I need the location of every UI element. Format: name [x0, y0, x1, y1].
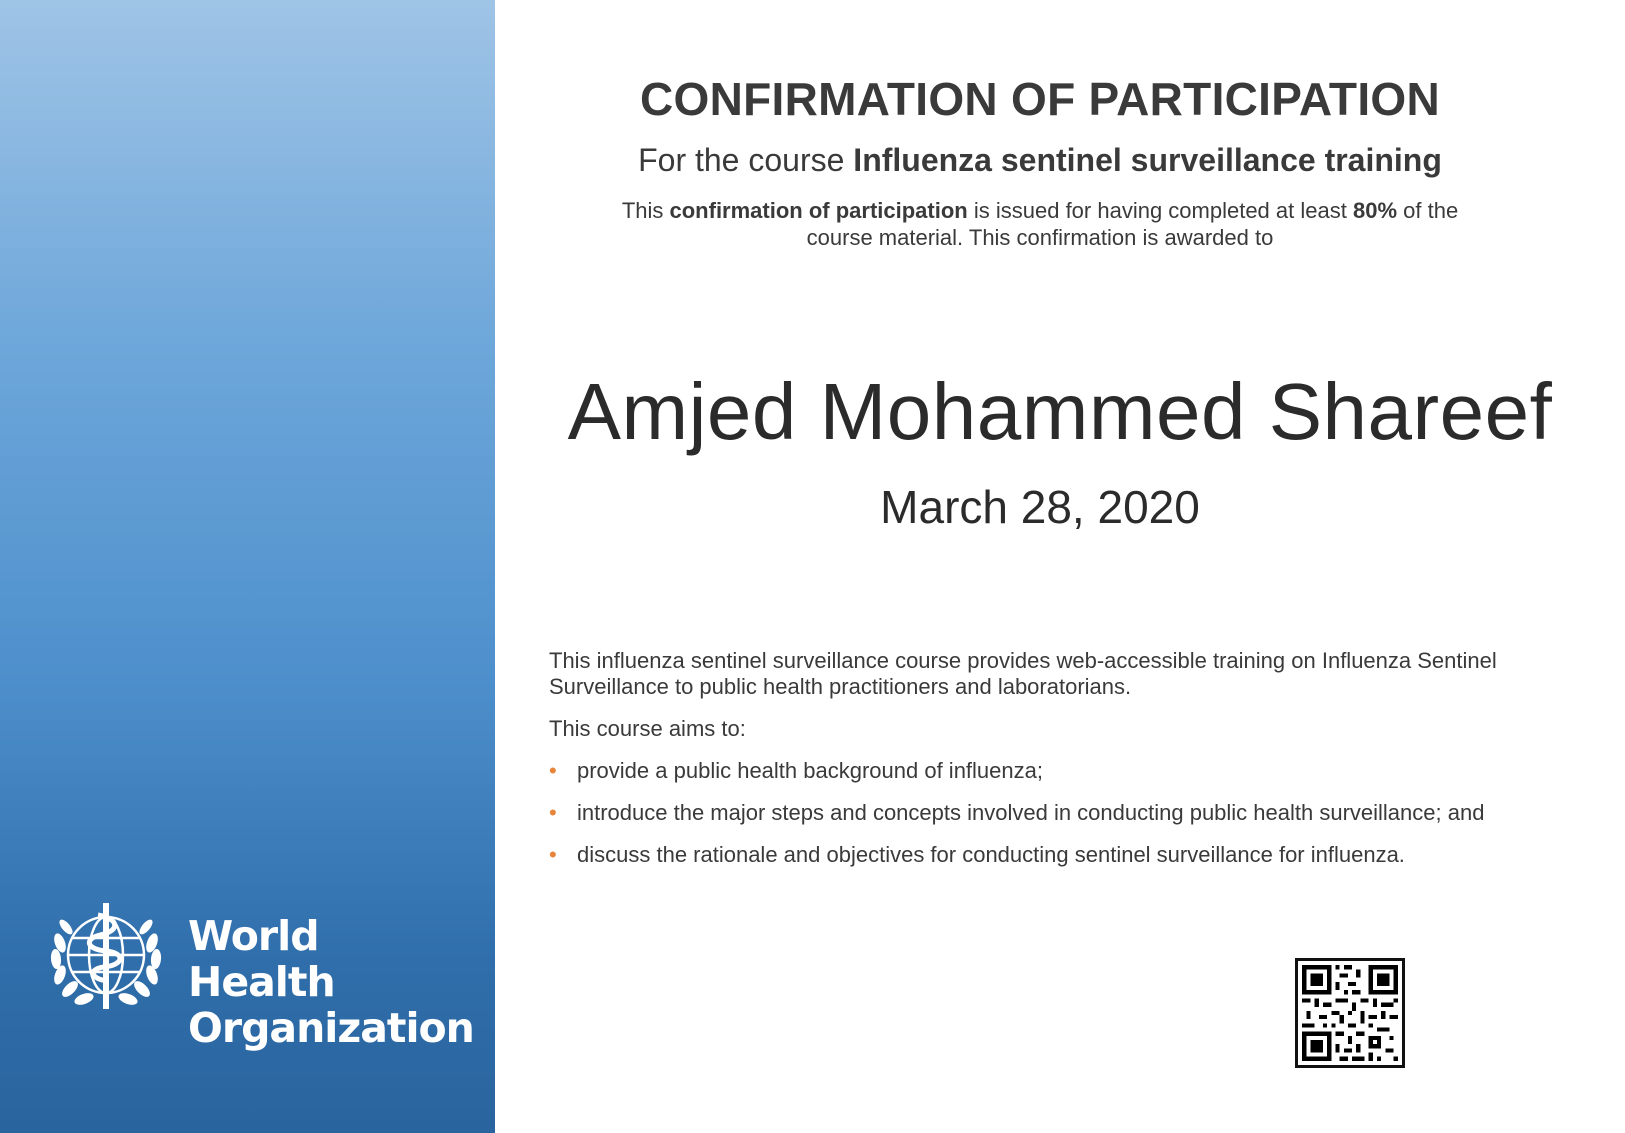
qr-code-icon[interactable]	[1295, 958, 1405, 1068]
certificate-title: CONFIRMATION OF PARTICIPATION	[640, 73, 1440, 125]
aim-text: introduce the major steps and concepts involved in conducting public health surveillance; and	[577, 800, 1485, 825]
statement-bold-2: 80%	[1352, 198, 1398, 223]
issue-statement	[495, 197, 1585, 251]
course-name: Influenza sentinel surveillance training	[853, 142, 1442, 178]
recipient-name: Amjed Mohammed Shareef	[567, 367, 1553, 456]
statement-bold-1: confirmation of participation	[669, 198, 968, 223]
statement-part-2: is issued for having completed at least	[973, 198, 1347, 223]
sidebar-panel	[0, 0, 495, 1133]
aim-text: provide a public health background of influenza;	[577, 758, 1043, 783]
course-prefix: For the course	[638, 142, 845, 178]
list-item	[549, 800, 1529, 826]
certificate-body	[495, 0, 1625, 1125]
course-line	[495, 142, 1585, 179]
aims-list	[549, 758, 1529, 868]
qr-code-graphic	[1298, 961, 1402, 1065]
statement-part-3: of the	[1403, 198, 1459, 223]
aims-heading: This course aims to:	[549, 716, 746, 741]
award-date: March 28, 2020	[880, 481, 1200, 533]
who-emblem-icon	[40, 893, 172, 1023]
description-intro: This influenza sentinel surveillance course provides web-accessible training on Influenza Sentinel Surveillance to public health practitioners and laboratorians.	[549, 648, 1497, 699]
logo-line-2: Organization	[188, 1004, 474, 1052]
logo-line-1: World Health	[188, 912, 335, 1006]
who-logo	[40, 893, 474, 1052]
bullet-icon: •	[549, 800, 557, 825]
course-description	[549, 648, 1529, 884]
aim-text: discuss the rationale and objectives for conducting sentinel surveillance for influenza.	[577, 842, 1405, 867]
list-item	[549, 842, 1529, 868]
statement-part-1: This	[621, 198, 664, 223]
statement-line-2: course material. This confirmation is awarded to	[806, 225, 1274, 250]
who-logo-text	[188, 913, 474, 1051]
list-item	[549, 758, 1529, 784]
bullet-icon: •	[549, 758, 557, 783]
bullet-icon: •	[549, 842, 557, 867]
